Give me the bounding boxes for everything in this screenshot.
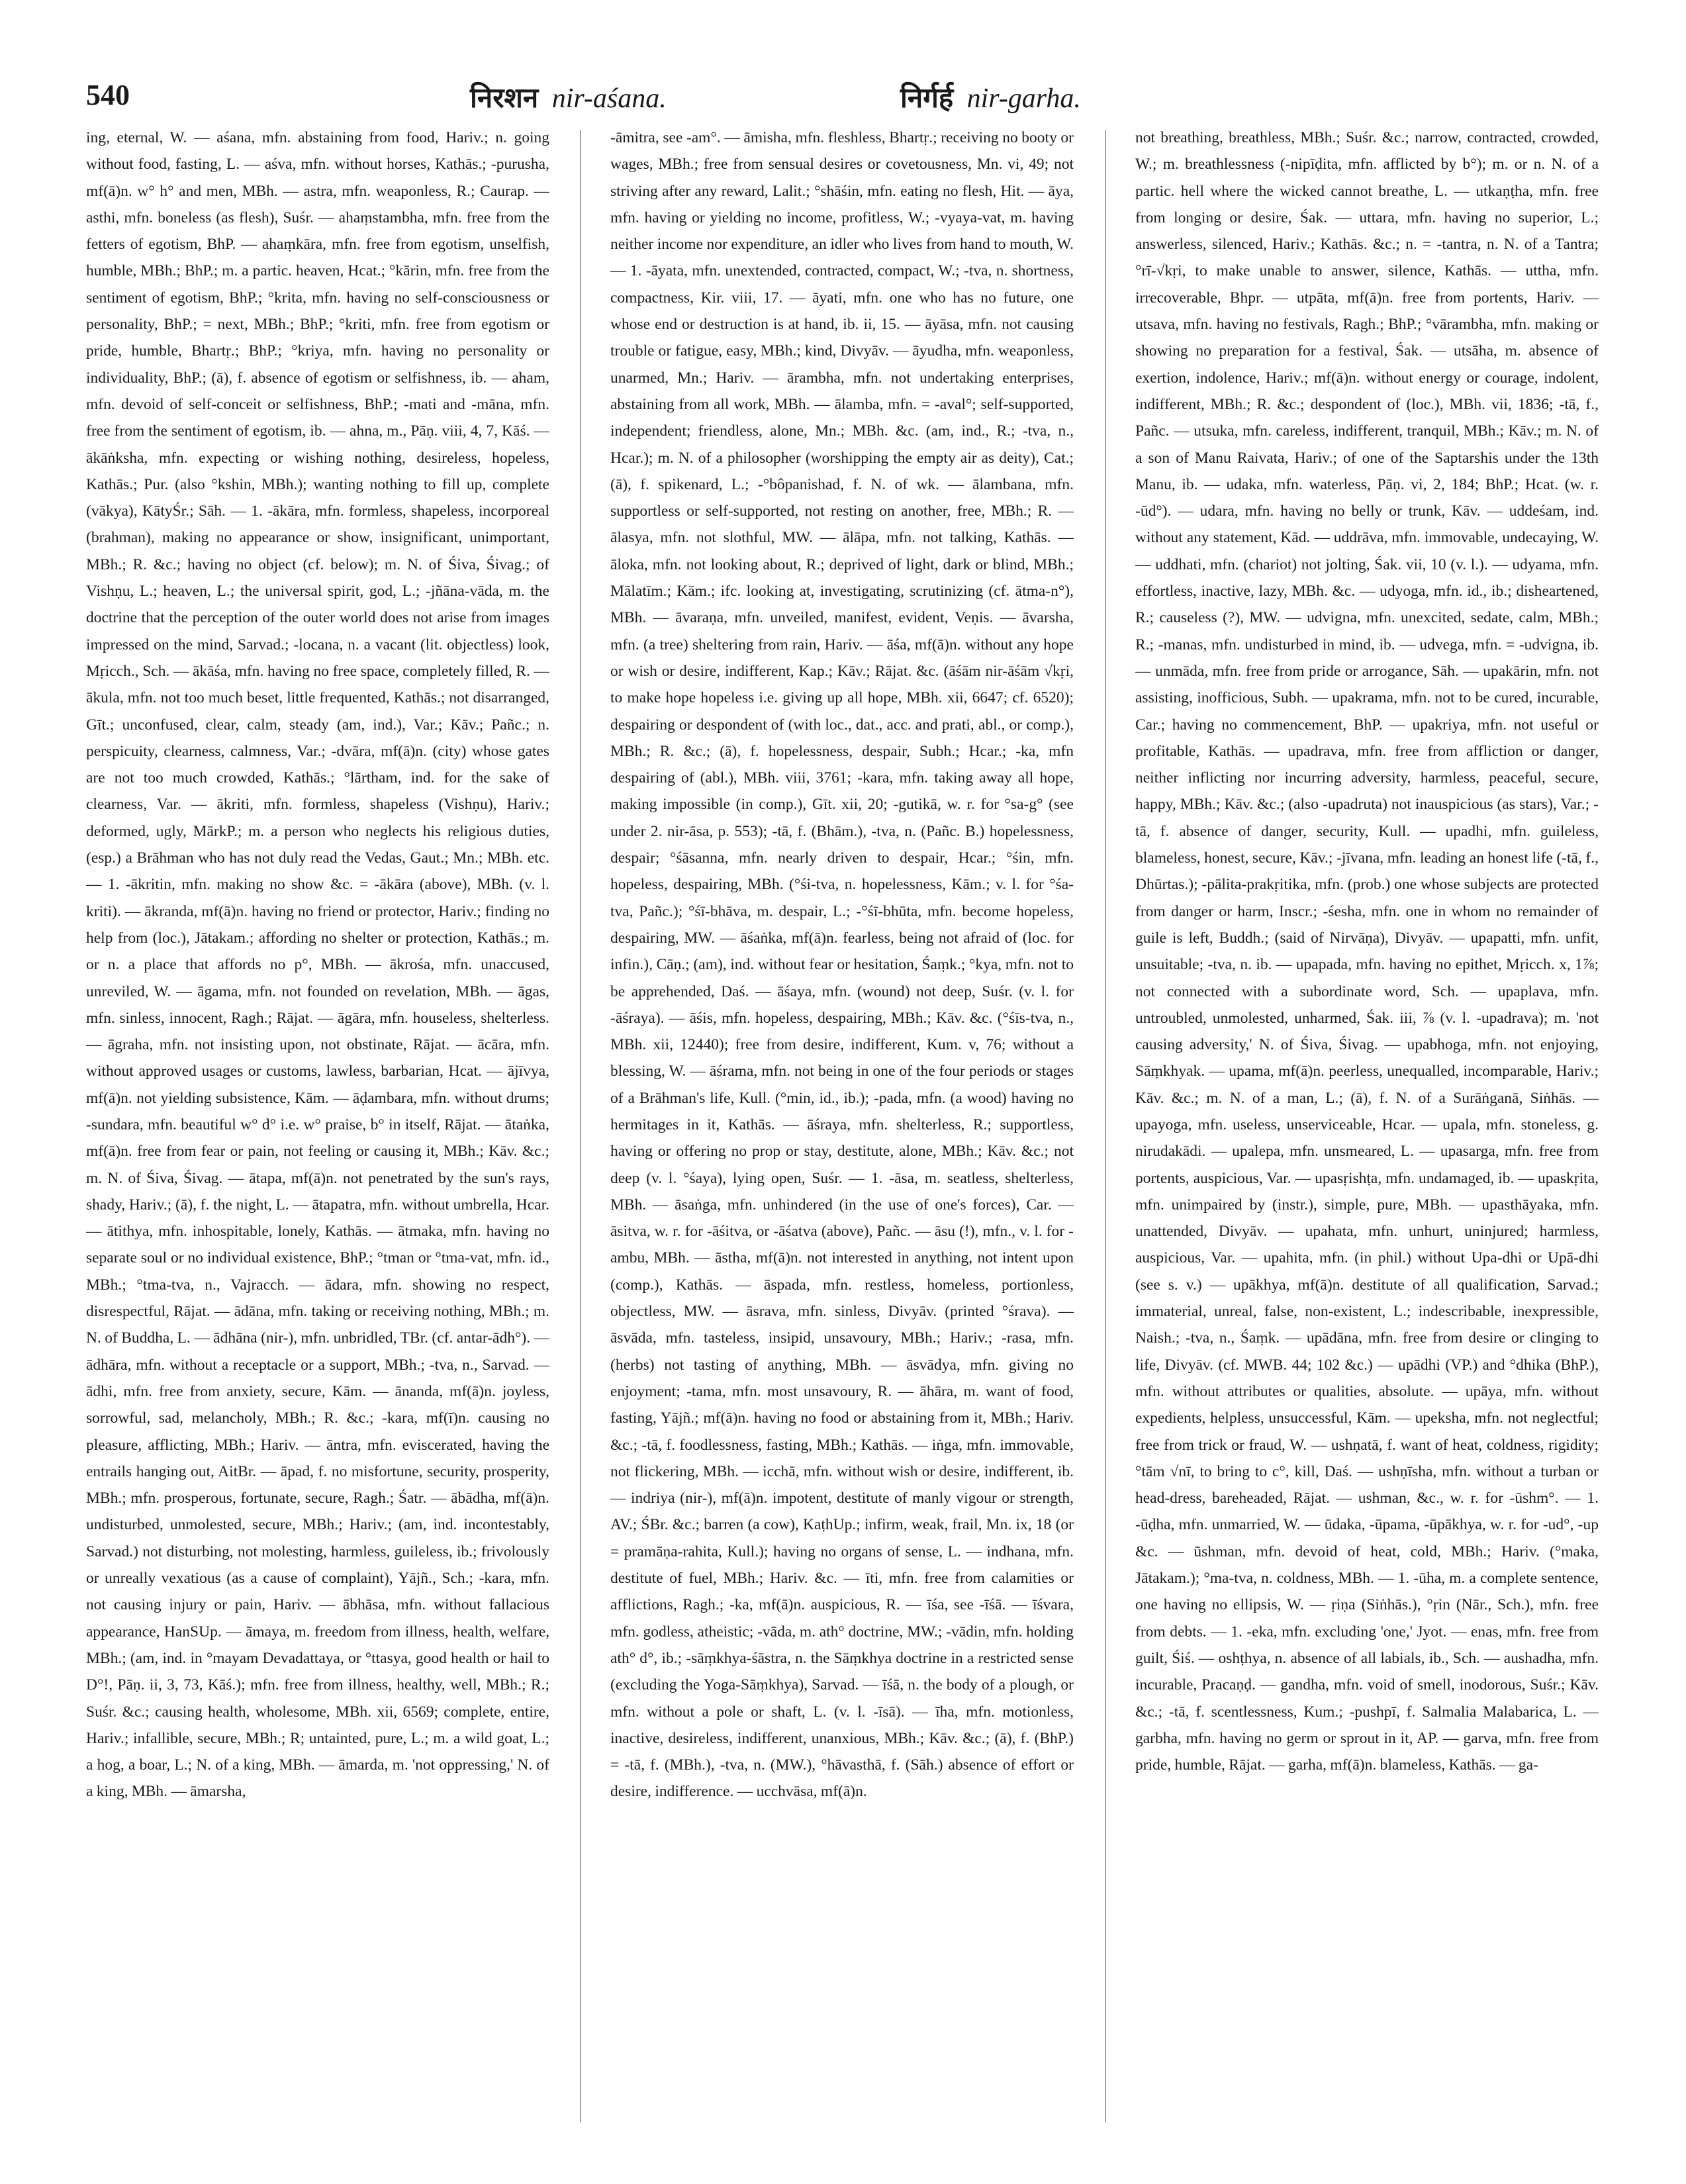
dictionary-column-3: not breathing, breathless, MBh.; Suśr. &c.; narrow, contracted, crowded, W.; m. breathlessness (-nipīḍita, mfn. afflicted by b°); m. or n. N. of a partic. hell where the wicked cannot breathe, L. — utkaṇṭha, mfn. free from longing or desire, Śak. — uttara, mfn. having no superior, L.; answerless, silenced, Hariv.; Kathās. &c.; n. = -tantra, n. N. of a Tantra; °rī-√kṛi, to make unable to answer, silence, Kathās. — uttha, mfn. irrecoverable, Bhpr. — utpāta, mf(ā)n. free from portents, Hariv. — utsava, mfn. having no festivals, Ragh.; BhP.; °vārambha, mfn. making or showing no preparation for a festival, Śak. — utsāha, m. absence of exertion, indolence, Hariv.; mf(ā)n. without energy or courage, indolent, indifferent, MBh.; R. &c.; despondent of (loc.), MBh. vii, 1836; -tā, f., Pañc. — utsuka, mfn. careless, indifferent, tranquil, MBh.; Kāv.; m. N. of a son of Manu Raivata, Hariv.; of one of the Saptarshis under the 13th Manu, ib. — udaka, mfn. waterless, Pāṇ. vi, 2, 184; BhP.; Hcat. (w. r. -ūd°). — udara, mfn. having no belly or trunk, Kāv. — uddeśam, ind. without any statement, Kād. — uddrāva, mfn. immovable, undecaying, W. — uddhati, mfn. (chariot) not jolting, Śak. vii, 10 (v. l.). — udyama, mfn. effortless, inactive, lazy, MBh. &c. — udyoga, mfn. id., ib.; disheartened, R.; causeless (?), MW. — udvigna, mfn. unexcited, sedate, calm, MBh.; R.; -manas, mfn. undisturbed in mind, ib. — udvega, mfn. = -udvigna, ib. — unmāda, mfn. free from pride or arrogance, Sāh. — upakārin, mfn. not assisting, inofficious, Subh. — upakrama, mfn. not to be cured, incurable, Car.; having no commencement, BhP. — upakriya, mfn. not useful or profitable, Kathās. — upadrava, mfn. free from affliction or danger, neither inflicting nor incurring adversity, harmless, peaceful, secure, happy, MBh.; Kāv. &c.; (also -upadruta) not inauspicious (as stars), Var.; -tā, f. absence of danger, security, Kull. — upadhi, mfn. guileless, blameless, honest, secure, Kāv.; -jīvana, mfn. leading an honest life (-tā, f., Dhūrtas.); -pālita-prakṛitika, mfn. (prob.) one whose subjects are protected from danger or harm, Inscr.; -śesha, mfn. one in whom no remainder of guile is left, Buddh.; (said of Nirvāṇa), Divyāv. — upapatti, mfn. unfit, unsuitable; -tva, n. ib. — upapada, mfn. having no epithet, Mṛicch. x, 1⅞; not connected with a subordinate word, Sch. — upaplava, mfn. untroubled, unmolested, unharmed, Śak. iii, ⅞ (v. l. -upadrava); m. 'not causing adversity,' N. of Śiva, Śivag. — upabhoga, mfn. not enjoying, Sāṃkhyak. — upama, mf(ā)n. peerless, unequalled, incomparable, Hariv.; Kāv. &c.; m. N. of a man, L.; (ā), f. N. of a Surāṅganā, Siṅhās. — upayoga, mfn. useless, unserviceable, Hcar. — upala, mfn. stoneless, g. nirudakādi. — upalepa, mfn. unsmeared, L. — upasarga, mfn. free from portents, auspicious, Var. — upasṛishṭa, mfn. undamaged, ib. — upaskṛita, mfn. unimpaired by (instr.), simple, pure, MBh. — upasthāyaka, mfn. unattended, Divyāv. — upahata, mfn. unhurt, uninjured; harmless, auspicious, Var. — upahita, mfn. (in phil.) without Upa-dhi or Upā-dhi (see s. v.) — upākhya, mf(ā)n. destitute of all qualification, Sarvad.; immaterial, unreal, false, non-existent, L.; indescribable, inexpressible, Naish.; -tva, n., Śaṃk. — upādāna, mfn. free from desire or clinging to life, Divyāv. (cf. MWB. 44; 102 &c.) — upādhi (VP.) and °dhika (BhP.), mfn. without attributes or qualities, absolute. — upāya, mfn. without expedients, helpless, unsuccessful, Kām. — upeksha, mfn. not neglectful; free from trick or fraud, W. — ushṇatā, f. want of heat, coldness, rigidity; °tām √nī, to bring to c°, kill, Daś. — ushṇīsha, mfn. without a turban or head-dress, bareheaded, Rājat. — ushman, &c., w. r. for -ūshm°. — 1. -ūḍha, mfn. unmarried, W. — ūdaka, -ūpama, -ūpākhya, w. r. for -ud°, -up &c. — ūshman, mfn. devoid of heat, cold, MBh.; Hariv. (°maka, Jātakam.); °ma-tva, n. coldness, MBh. — 1. -ūha, m. a complete sentence, one having no ellipsis, W. — ṛiṇa (Siṅhās.), °ṛin (Nār., Sch.), mfn. free from debts. — 1. -eka, mfn. excluding 'one,' Jyot. — enas, mfn. free from guilt, Śiś. — oshṭhya, n. absence of all labials, ib., Sch. — aushadha, mfn. incurable, Pracaṇḍ. — gandha, mfn. void of smell, inodorous, Suśr.; Kāv. &c.; -tā, f. scentlessness, Kum.; -pushpī, f. Salmalia Malabarica, L. — garbha, mfn. having no germ or sprout in it, AP. — garva, mfn. free from pride, humble, Rājat. — garha, mf(ā)n. blameless, Kathās. — ga- [1135, 129, 1599, 1774]
running-head-left-devanagari: निरशन [470, 81, 539, 114]
running-head-left [470, 78, 667, 116]
dictionary-columns [86, 124, 1602, 2137]
column-divider [580, 130, 581, 2122]
page-header [86, 78, 1602, 124]
page-number: 540 [86, 79, 130, 111]
running-head-left-roman: nir-aśana. [551, 83, 667, 114]
running-head-right-devanagari: निर्गर्ह [900, 81, 954, 114]
running-head-right [900, 78, 1081, 116]
dictionary-column-2: -āmitra, see -am°. — āmisha, mfn. fleshless, Bhartṛ.; receiving no booty or wages, MBh.; free from sensual desires or covetousness, Mn. vi, 49; not striving after any reward, Lalit.; °shāśin, mfn. eating no flesh, Hit. — āya, mfn. having or yielding no income, profitless, W.; -vyaya-vat, m. having neither income nor expenditure, an idler who lives from hand to mouth, W. — 1. -āyata, mfn. unextended, contracted, compact, W.; -tva, n. shortness, compactness, Kir. viii, 17. — āyati, mfn. one who has no future, one whose end or destruction is at hand, ib. ii, 15. — āyāsa, mfn. not causing trouble or fatigue, easy, MBh.; kind, Divyāv. — āyudha, mfn. weaponless, unarmed, Mn.; Hariv. — ārambha, mfn. not undertaking enterprises, abstaining from all work, MBh. — ālamba, mfn. = -aval°; self-supported, independent; friendless, alone, Mn.; MBh. &c. (am, ind., R.; -tva, n., Hcar.); m. N. of a philosopher (worshipping the empty air as deity), Cat.; (ā), f. spikenard, L.; -°bôpanishad, f. N. of wk. — ālambana, mfn. supportless or self-supported, not resting on another, free, MBh.; R. — ālasya, mfn. not slothful, MW. — ālāpa, mfn. not talking, Kathās. — āloka, mfn. not looking about, R.; deprived of light, dark or blind, MBh.; Mālatīm.; Kām.; ifc. looking at, investigating, scrutinizing (cf. ātma-n°), MBh. — āvaraṇa, mfn. unveiled, manifest, evident, Veṇis. — āvarsha, mfn. (a tree) sheltering from rain, Hariv. — āśa, mf(ā)n. without any hope or wish or desire, indifferent, Kap.; Kāv.; Rājat. &c. (āśām nir-āśām √kṛi, to make hope hopeless i.e. giving up all hope, MBh. xii, 6647; cf. 6520); despairing or despondent of (with loc., dat., acc. and prati, abl., or comp.), MBh.; R. &c.; (ā), f. hopelessness, despair, Subh.; Hcar.; -ka, mfn despairing of (abl.), MBh. viii, 3761; -kara, mfn. taking away all hope, making impossible (in comp.), Gīt. xii, 20; -gutikā, w. r. for °sa-g° (see under 2. nir-āsa, p. 553); -tā, f. (Bhām.), -tva, n. (Pañc. B.) hopelessness, despair; °śāsanna, mfn. nearly driven to despair, Hcar.; °śin, mfn. hopeless, despairing, MBh. (°śi-tva, n. hopelessness, Kām.; v. l. for °śa-tva, Pañc.); °śī-bhāva, m. despair, L.; -°śī-bhūta, mfn. become hopeless, despairing, MW. — āśaṅka, mf(ā)n. fearless, being not afraid of (loc. for infin.), Cāṇ.; (am), ind. without fear or hesitation, Śaṃk.; °kya, mfn. not to be apprehended, Daś. — āśaya, mfn. (wound) not deep, Suśr. (v. l. for -āśraya). — āśis, mfn. hopeless, despairing, MBh.; Kāv. &c. (°śīs-tva, n., MBh. xii, 12440); free from desire, indifferent, Kum. v, 76; without a blessing, W. — āśrama, mfn. not being in one of the four periods or stages of a Brāhman's life, Kull. (°min, id., ib.); -pada, mfn. (a wood) having no hermitages in it, Kathās. — āśraya, mfn. shelterless, R.; supportless, having or offering no prop or stay, destitute, alone, MBh.; Kāv. &c.; not deep (v. l. °śaya), lying open, Suśr. — 1. -āsa, m. seatless, shelterless, MBh. — āsaṅga, mfn. unhindered (in the use of one's forces), Car. — āsitva, w. r. for -āśitva, or -āśatva (above), Pañc. — āsu (!), mfn., v. l. for -ambu, MBh. — āstha, mf(ā)n. not interested in anything, not intent upon (comp.), Kathās. — āspada, mfn. restless, homeless, portionless, objectless, MW. — āsrava, mfn. sinless, Divyāv. (printed °śrava). — āsvāda, mfn. tasteless, insipid, unsavoury, MBh.; Hariv.; -rasa, mfn. (herbs) not tasting of anything, MBh. — āsvādya, mfn. giving no enjoyment; -tama, mfn. most unsavoury, R. — āhāra, m. want of food, fasting, Yājñ.; mf(ā)n. having no food or abstaining from it, MBh.; Hariv. &c.; -tā, f. foodlessness, fasting, MBh.; Kathās. — iṅga, mfn. immovable, not flickering, MBh. — icchā, mfn. without wish or desire, indifferent, ib. — indriya (nir-), mf(ā)n. impotent, destitute of manly vigour or strength, AV.; ŚBr. &c.; barren (a cow), KaṭhUp.; infirm, weak, frail, Mn. ix, 18 (or = pramāṇa-rahita, Kull.); having no organs of sense, L. — indhana, mfn. destitute of fuel, MBh.; Hariv. &c. — īti, mfn. free from calamities or afflictions, Ragh.; -ka, mf(ā)n. auspicious, R. — īśa, see -īśā. — īśvara, mfn. godless, atheistic; -vāda, m. ath° doctrine, MW.; -vādin, mfn. holding ath° d°, ib.; -sāṃkhya-śāstra, n. the Sāṃkhya doctrine in a restricted sense (excluding the Yoga-Sāṃkhya), Sarvad. — īśā, n. the body of a plough, or mfn. without a pole or shaft, L. (v. l. -īsā). — īha, mfn. motionless, inactive, desireless, indifferent, unanxious, MBh.; Kāv. &c.; (ā), f. (BhP.) = -tā, f. (MBh.), -tva, n. (MW.), °hāvasthā, f. (Sāh.) absence of effort or desire, indifference. — ucchvāsa, mf(ā)n. [610, 129, 1074, 1801]
dictionary-column-1: ing, eternal, W. — aśana, mfn. abstaining from food, Hariv.; n. going without food, fasting, L. — aśva, mfn. without horses, Kathās.; -purusha, mf(ā)n. w° h° and men, MBh. — astra, mfn. weaponless, R.; Caurap. — asthi, mfn. boneless (as flesh), Suśr. — ahaṃstambha, mfn. free from the fetters of egotism, BhP. — ahaṃkāra, mfn. free from egotism, unselfish, humble, MBh.; BhP.; m. a partic. heaven, Hcat.; °kārin, mfn. free from the sentiment of egotism, BhP.; °krita, mfn. having no self-consciousness or personality, BhP.; = next, MBh.; BhP.; °kriti, mfn. free from egotism or pride, humble, Bhartṛ.; BhP.; °kriya, mfn. having no personality or individuality, BhP.; (ā), f. absence of egotism or selfishness, ib. — aham, mfn. devoid of self-conceit or selfishness, BhP.; -mati and -māna, mfn. free from the sentiment of egotism, ib. — ahna, m., Pāṇ. viii, 4, 7, Kāś. — ākāṅksha, mfn. expecting or wishing nothing, desireless, hopeless, Kathās.; Pur. (also °kshin, MBh.); wanting nothing to fill up, complete (vākya), KātyŚr.; Sāh. — 1. -ākāra, mfn. formless, shapeless, incorporeal (brahman), making no appearance or show, insignificant, unimportant, MBh.; R. &c.; having no object (cf. below); m. N. of Śiva, Śivag.; of Vishṇu, L.; heaven, L.; the universal spirit, god, L.; -jñāna-vāda, m. the doctrine that the perception of the outer world does not arise from images impressed on the mind, Sarvad.; -locana, n. a vacant (lit. objectless) look, Mṛicch., Sch. — ākāśa, mfn. having no free space, completely filled, R. — ākula, mfn. not too much beset, little frequented, Kathās.; not disarranged, Gīt.; unconfused, clear, calm, steady (am, ind.), Var.; Kāv.; Pañc.; n. perspicuity, clearness, calmness, Var.; -dvāra, mf(ā)n. (city) whose gates are not too much crowded, Kathās.; °lārtham, ind. for the sake of clearness, Var. — ākriti, mfn. formless, shapeless (Vishṇu), Hariv.; deformed, ugly, MārkP.; m. a person who neglects his religious duties, (esp.) a Brāhman who has not duly read the Vedas, Gaut.; Mn.; MBh. etc. — 1. -ākritin, mfn. making no show &c. = -ākāra (above), MBh. (v. l. kriti). — ākranda, mf(ā)n. having no friend or protector, Hariv.; finding no help from (loc.), Jātakam.; affording no shelter or protection, Kathās.; m. or n. a place that affords no p°, MBh. — ākrośa, mfn. unaccused, unreviled, W. — āgama, mfn. not founded on revelation, MBh. — āgas, mfn. sinless, innocent, Ragh.; Rājat. — āgāra, mfn. houseless, shelterless. — āgraha, mfn. not insisting upon, not obstinate, Rājat. — ācāra, mfn. without approved usages or customs, lawless, barbarian, Hcat. — ājīvya, mf(ā)n. not yielding subsistence, Kām. — āḍambara, mfn. without drums; -sundara, mfn. beautiful w° d° i.e. w° praise, b° in itself, Rājat. — ātaṅka, mf(ā)n. free from fear or pain, not feeling or causing it, MBh.; Kāv. &c.; m. N. of Śiva, Śivag. — ātapa, mf(ā)n. not penetrated by the sun's rays, shady, Hariv.; (ā), f. the night, L. — ātapatra, mfn. without umbrella, Hcar. — ātithya, mfn. inhospitable, lonely, Kathās. — ātmaka, mfn. having no separate soul or no individual existence, BhP.; °tman or °tma-vat, mfn. id., MBh.; °tma-tva, n., Vajracch. — ādara, mfn. showing no respect, disrespectful, Rājat. — ādāna, mfn. taking or receiving nothing, MBh.; m. N. of Buddha, L. — ādhāna (nir-), mfn. unbridled, TBr. (cf. antar-ādh°). — ādhāra, mfn. without a receptacle or a support, MBh.; -tva, n., Sarvad. — ādhi, mfn. free from anxiety, secure, Kām. — ānanda, mf(ā)n. joyless, sorrowful, sad, melancholy, MBh.; R. &c.; -kara, mf(ī)n. causing no pleasure, afflicting, MBh.; Hariv. — āntra, mfn. eviscerated, having the entrails hanging out, AitBr. — āpad, f. no misfortune, security, prosperity, MBh.; mfn. prosperous, fortunate, secure, Ragh.; Śatr. — ābādha, mf(ā)n. undisturbed, unmolested, secure, MBh.; Hariv.; (am, ind. incontestably, Sarvad.) not disturbing, not molesting, harmless, guileless, ib.; frivolously or unreally vexatious (as a cause of complaint), Yājñ., Sch.; -kara, mfn. not causing injury or pain, Hariv. — ābhāsa, mfn. without fallacious appearance, HanSUp. — āmaya, m. freedom from illness, health, welfare, MBh.; (am, ind. in °mayam Devadattaya, or °ttasya, good health or hail to D°!, Pāṇ. ii, 3, 73, Kāś.); mfn. free from illness, healthy, well, MBh.; R.; Suśr. &c.; causing health, wholesome, MBh. xii, 6569; complete, entire, Hariv.; infallible, secure, MBh.; R; untainted, pure, L.; m. a wild goat, L.; a hog, a boar, L.; N. of a king, MBh. — āmarda, m. 'not oppressing,' N. of a king, MBh. — āmarsha, [86, 129, 549, 1801]
running-head-right-roman: nir-garha. [966, 83, 1081, 114]
column-divider [1105, 130, 1106, 2122]
